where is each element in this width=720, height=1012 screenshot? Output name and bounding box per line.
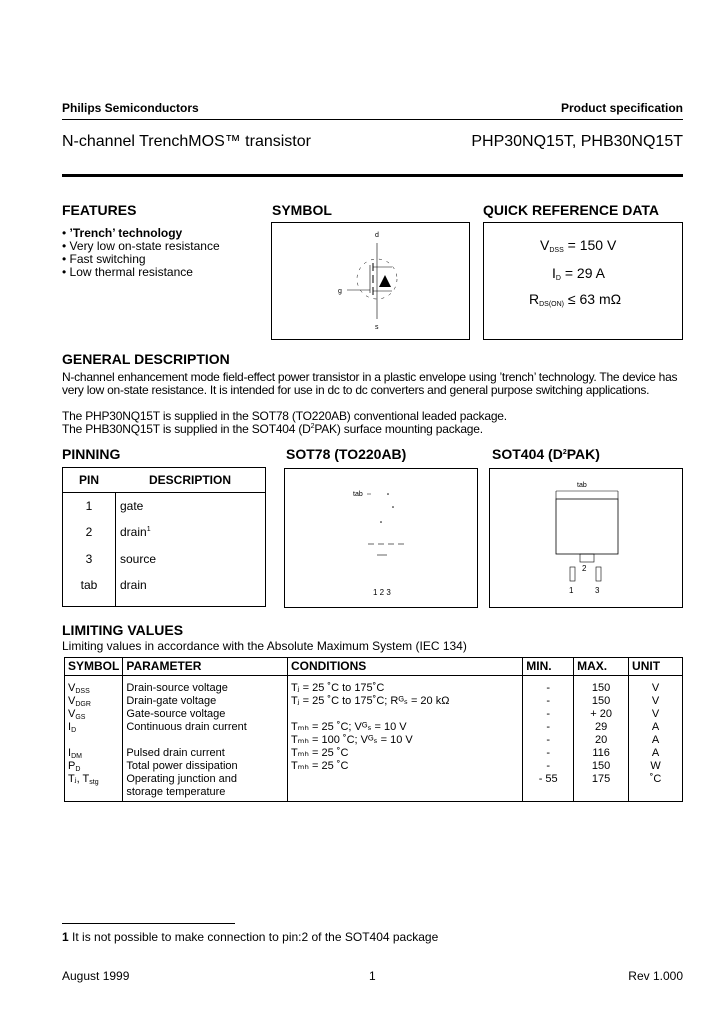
- table-header-row: [65, 658, 683, 676]
- document-type: Product specification: [560, 101, 683, 115]
- pin-number: 2: [85, 525, 93, 539]
- max-cell: 175: [574, 773, 629, 802]
- pin-description: drain$^1$: [120, 525, 151, 539]
- gate-label: g: [338, 288, 342, 295]
- symbol-cell: Tⱼ, $T_{stg}$: [65, 773, 123, 802]
- conditions-cell: Tⱼ = 25 ˚C to 175˚C; Rᴳₛ = 20 kΩ: [287, 695, 522, 708]
- max-cell: 150: [574, 676, 629, 696]
- max-cell: 150: [574, 695, 629, 708]
- symbol-cell: $V_{GS}$: [65, 708, 123, 721]
- column-header: CONDITIONS: [287, 658, 522, 676]
- feature-item: • Fast switching: [62, 252, 146, 266]
- conditions-cell: Tⱼ = 25 ˚C to 175˚C: [287, 676, 522, 696]
- table-row: [65, 721, 683, 747]
- min-cell: -: [523, 695, 574, 708]
- table-row: [65, 773, 683, 802]
- pin-description: gate: [120, 499, 144, 513]
- mosfet-symbol-icon: [272, 223, 469, 339]
- sot404-heading: SOT404 $(D^2PAK)$: [492, 446, 600, 462]
- footnote: 1 It is not possible to make connection to pin:2 of the SOT404 package: [62, 930, 439, 944]
- header-rule: [62, 119, 683, 120]
- tab-label: tab: [353, 491, 363, 498]
- min-cell: - -: [523, 721, 574, 747]
- features-list: [62, 227, 220, 279]
- company-name: Philips Semiconductors: [62, 101, 199, 115]
- pinning-table: [62, 467, 266, 607]
- drain-label: d: [375, 232, 379, 239]
- general-paragraph-3: The PHB30NQ15T is supplied in the SOT404 $(D^2PAK)$ surface mounting package.: [62, 422, 483, 436]
- pin-numbers-label: 1 2 3: [373, 588, 391, 597]
- min-cell: -: [523, 676, 574, 696]
- footer-date: August 1999: [62, 969, 130, 983]
- symbol-cell: $I_{DM}$: [65, 747, 123, 760]
- min-cell: -: [523, 708, 574, 721]
- unit-cell: A A: [629, 721, 683, 747]
- unit-cell: V: [629, 708, 683, 721]
- sot404-package-box: [489, 468, 683, 608]
- pin-1-label: 1: [569, 586, 574, 595]
- pin-description: drain: [120, 578, 147, 592]
- min-cell: -: [523, 747, 574, 760]
- quick-ref-heading: QUICK REFERENCE DATA: [483, 202, 660, 218]
- column-header: MAX.: [574, 658, 629, 676]
- pin-number: tab: [80, 578, 98, 592]
- parameter-cell: Operating junction and storage temperature: [123, 773, 288, 802]
- d2pak-package-icon: [490, 469, 682, 607]
- general-paragraph-1: N-channel enhancement mode field-effect power transistor in a plastic envelope using ’trench’ technology. The device has very low on-state resistance. It is intended for use in dc to dc converters and general purpose switching applications.: [62, 370, 678, 397]
- max-cell: + 20: [574, 708, 629, 721]
- quick-ref-box: [483, 222, 683, 340]
- sot78-heading: SOT78 (TO220AB): [286, 446, 407, 462]
- id-value: $I_D = 29$ A: [552, 265, 605, 282]
- parameter-cell: Pulsed drain current: [123, 747, 288, 760]
- unit-cell: A: [629, 747, 683, 760]
- unit-cell: V: [629, 695, 683, 708]
- symbol-cell: $V_{DSS}$: [65, 676, 123, 696]
- feature-item: • Low thermal resistance: [62, 265, 193, 279]
- to220-package-icon: [285, 469, 477, 607]
- conditions-cell: Tₘₕ = 25 ˚C: [287, 747, 522, 760]
- table-row: [65, 708, 683, 721]
- conditions-cell: Tₘₕ = 25 ˚C: [287, 760, 522, 773]
- part-numbers: PHP30NQ15T, PHB30NQ15T: [471, 133, 683, 150]
- parameter-cell: Total power dissipation: [123, 760, 288, 773]
- min-cell: - 55: [523, 773, 574, 802]
- unit-cell: W: [629, 760, 683, 773]
- general-heading: GENERAL DESCRIPTION: [62, 351, 230, 367]
- description-column-header: DESCRIPTION: [149, 473, 232, 487]
- table-row: [65, 760, 683, 773]
- unit-cell: ˚C: [629, 773, 683, 802]
- rds-value: $R_{DS(ON)} \le 63$ mΩ: [529, 291, 622, 308]
- page-number: 1: [369, 969, 376, 983]
- features-heading: FEATURES: [62, 202, 137, 218]
- pin-column-header: PIN: [79, 473, 100, 487]
- pin-3-label: 3: [595, 586, 600, 595]
- parameter-cell: Gate-source voltage: [123, 708, 288, 721]
- conditions-cell: [287, 773, 522, 802]
- feature-item: • ’Trench’ technology: [62, 226, 183, 240]
- column-header: PARAMETER: [123, 658, 288, 676]
- pin-2-label: 2: [582, 564, 587, 573]
- table-row: [65, 676, 683, 696]
- conditions-cell: Tₘₕ = 25 ˚C; Vᴳₛ = 10 V Tₘₕ = 100 ˚C; Vᴳₛ = 10 V: [287, 721, 522, 747]
- table-row: [65, 747, 683, 760]
- max-cell: 29 20: [574, 721, 629, 747]
- max-cell: 116: [574, 747, 629, 760]
- conditions-cell: [287, 708, 522, 721]
- column-header: SYMBOL: [65, 658, 123, 676]
- title-rule: [62, 174, 683, 177]
- feature-item: • Very low on-state resistance: [62, 239, 220, 253]
- footnote-rule: [62, 923, 235, 924]
- vdss-value: $V_{DSS} = 150$ V: [540, 237, 617, 254]
- page-title: N-channel TrenchMOS™ transistor: [62, 133, 311, 150]
- limiting-values-table: [64, 657, 683, 802]
- pinning-heading: PINNING: [62, 446, 121, 462]
- pin-description: source: [120, 552, 157, 566]
- limiting-intro: Limiting values in accordance with the Absolute Maximum System (IEC 134): [62, 639, 467, 653]
- limiting-heading: LIMITING VALUES: [62, 622, 184, 638]
- parameter-cell: Drain-gate voltage: [123, 695, 288, 708]
- symbol-cell: $I_D$: [65, 721, 123, 747]
- max-cell: 150: [574, 760, 629, 773]
- column-header: UNIT: [629, 658, 683, 676]
- min-cell: -: [523, 760, 574, 773]
- general-paragraph-2: The PHP30NQ15T is supplied in the SOT78 (TO220AB) conventional leaded package.: [62, 409, 507, 423]
- unit-cell: V: [629, 676, 683, 696]
- pin-number: 1: [85, 499, 93, 513]
- column-header: MIN.: [523, 658, 574, 676]
- symbol-heading: SYMBOL: [272, 202, 332, 218]
- tab-label: tab: [577, 482, 587, 489]
- sot78-package-box: [284, 468, 478, 608]
- symbol-cell: $V_{DGR}$: [65, 695, 123, 708]
- parameter-cell: Drain-source voltage: [123, 676, 288, 696]
- parameter-cell: Continuous drain current: [123, 721, 288, 747]
- symbol-cell: $P_D$: [65, 760, 123, 773]
- symbol-box: [271, 222, 470, 340]
- table-row: [65, 695, 683, 708]
- pin-number: 3: [85, 552, 93, 566]
- source-label: s: [375, 324, 379, 331]
- revision: Rev 1.000: [628, 969, 683, 983]
